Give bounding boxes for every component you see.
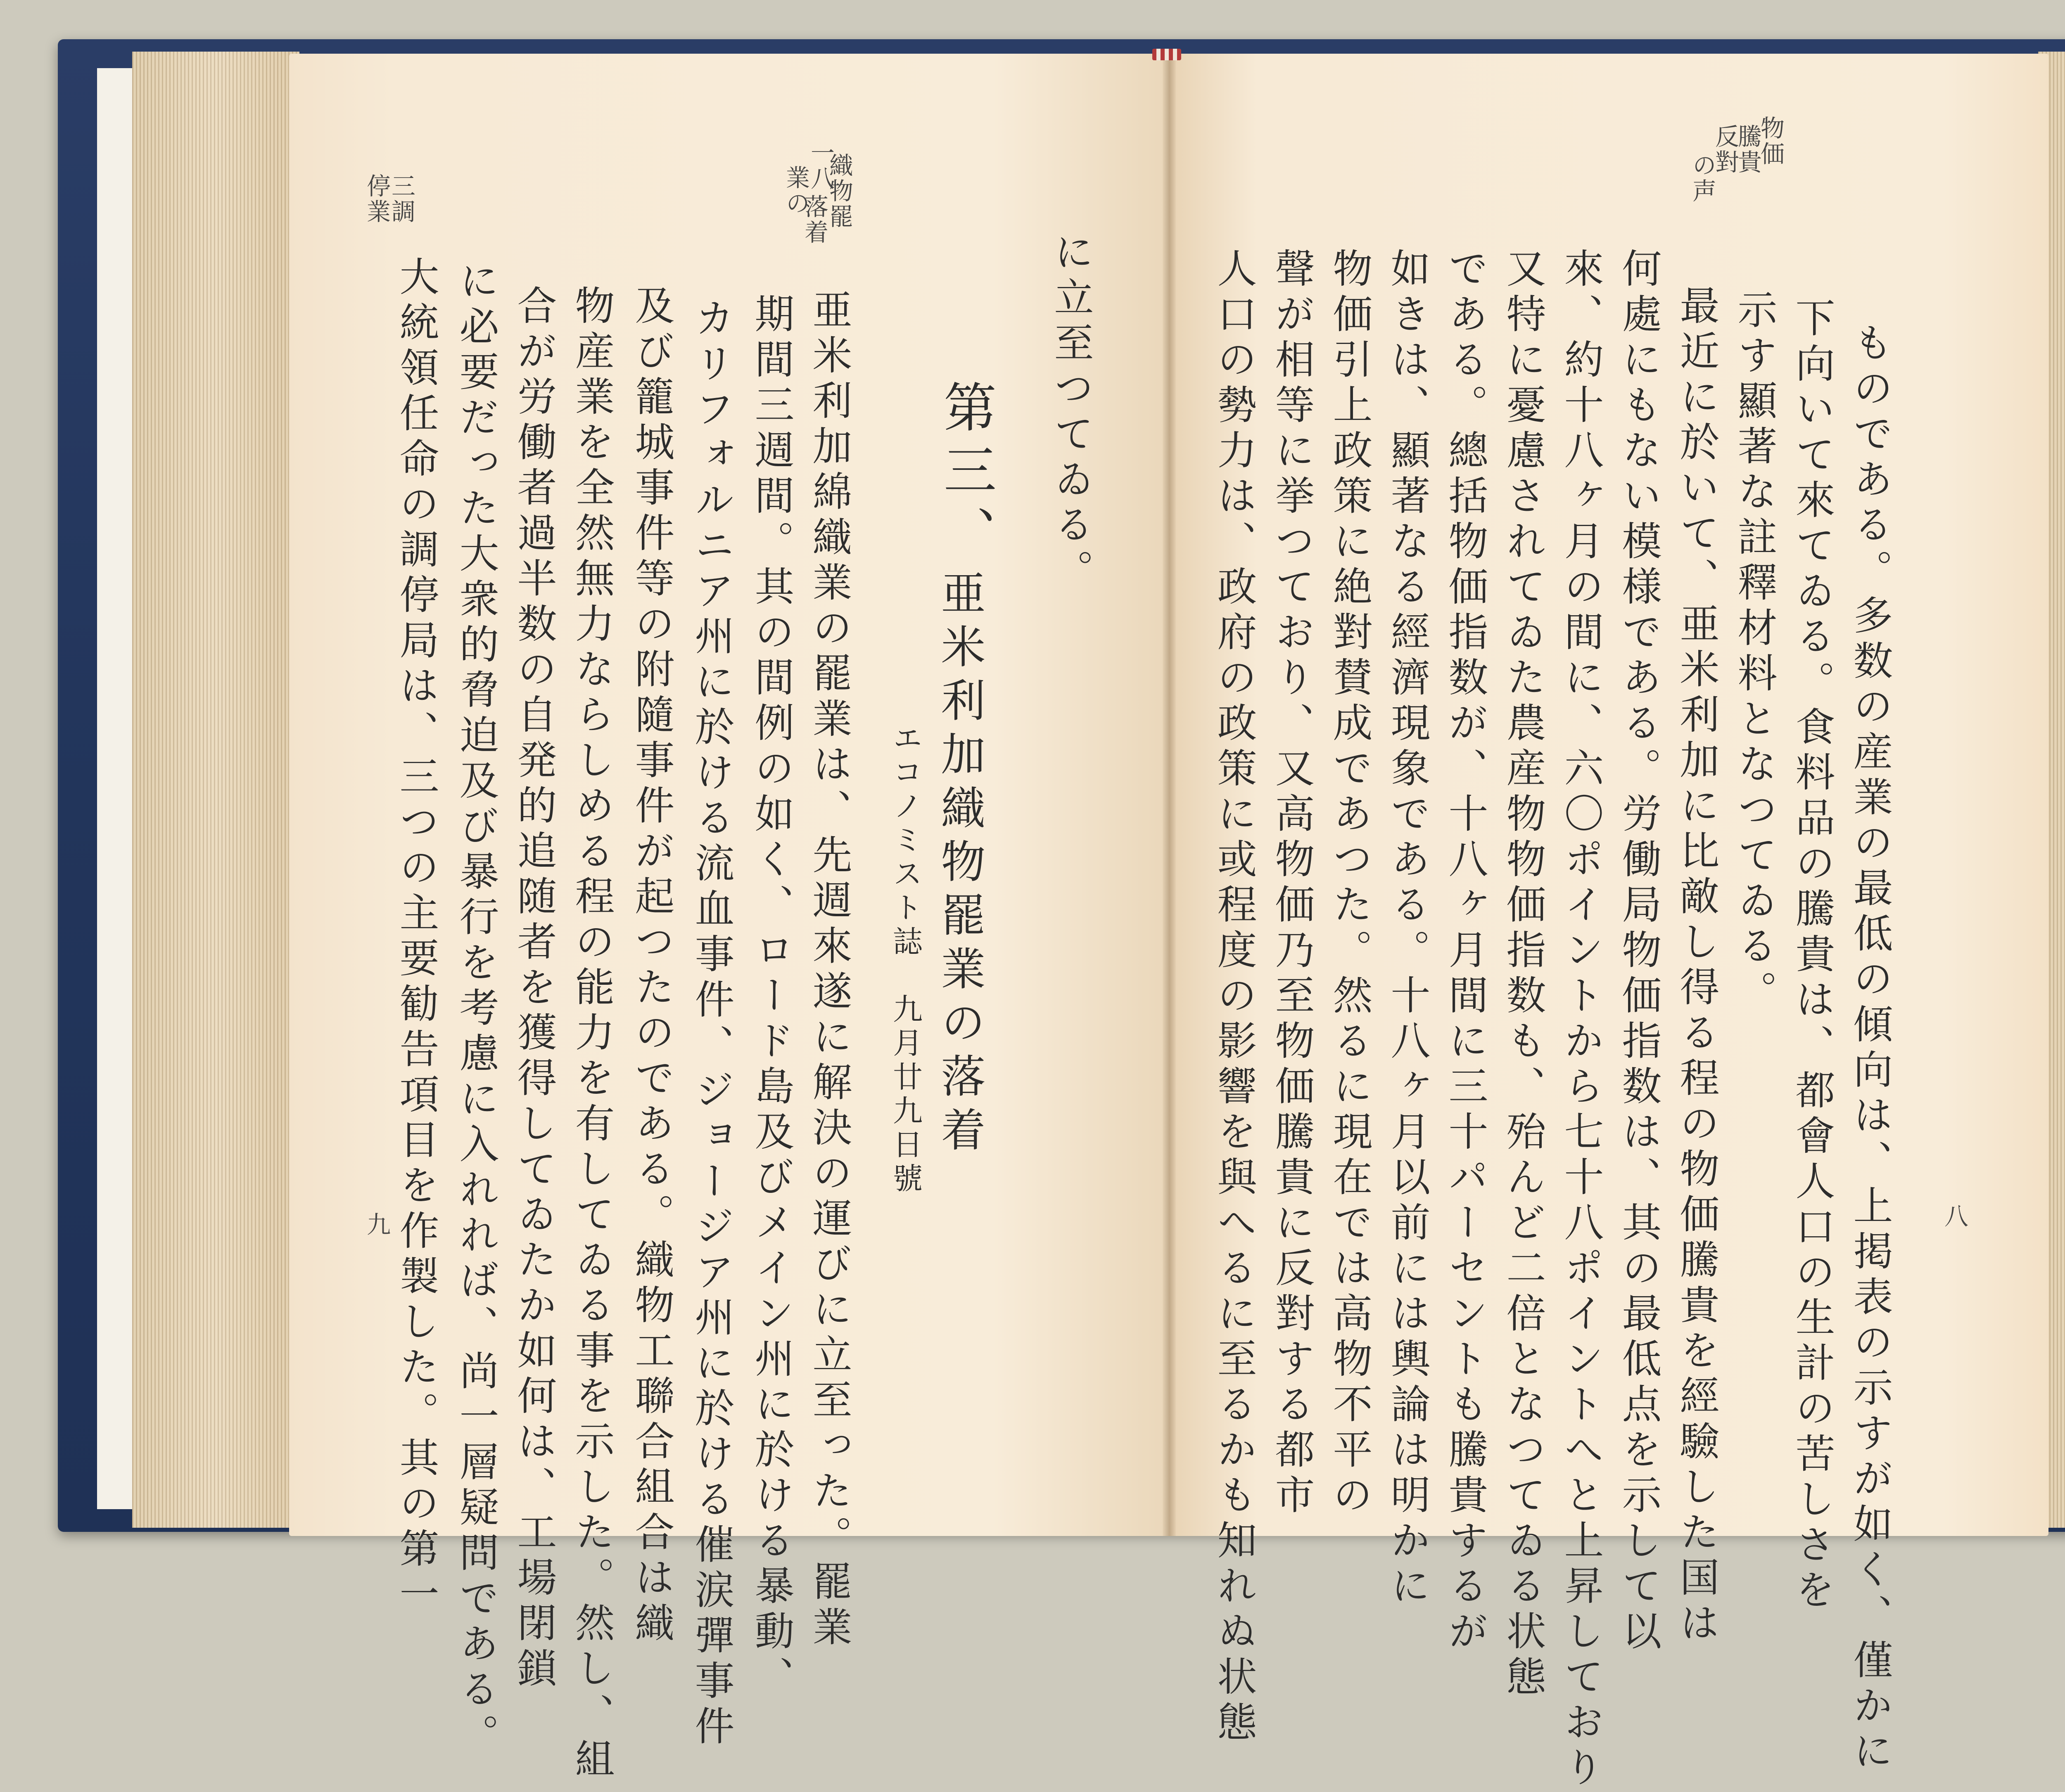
article-source: エコノミスト誌 九月廿九日號	[888, 723, 923, 1197]
left-header-line-4: 落着	[800, 194, 828, 245]
left-column-1: 亜米利加綿織業の罷業は、先週來遂に解決の運びに立至った。罷業	[806, 289, 852, 1652]
left-header-line-2: 織物罷	[825, 153, 853, 230]
left-column-4: 及び籠城事件等の附隨事件が起つたのである。織物工聯合組合は織	[629, 285, 675, 1647]
book-gutter	[1163, 54, 1176, 1536]
left-page-number: 九	[363, 1212, 391, 1236]
left-header-line-3: 業の	[782, 165, 810, 216]
section-title: 第三、	[935, 380, 996, 568]
left-column-5: 物産業を全然無力ならしめる程の能力を有してゐる事を示した。然し、組	[569, 285, 615, 1784]
right-column-4: 最近に於いて、亜米利加に比敵し得る程の物価騰貴を經驗した国は	[1673, 285, 1720, 1647]
left-column-8: 大統領任命の調停局は、三つの主要勧告項目を作製した。其の第一	[393, 256, 439, 1619]
right-column-2: 下向いて來てゐる。食料品の騰貴は、都會人口の生計の苦しさを	[1789, 297, 1835, 1614]
right-column-9: 如きは、顯著なる經濟現象である。十八ヶ月以前には輿論は明かに	[1384, 248, 1431, 1610]
left-side-header-2: 停業	[363, 173, 391, 225]
right-column-5: 何處にもない模様である。労働局物価指数は、其の最低点を示して以	[1616, 248, 1662, 1656]
left-column-6: 合が労働者過半数の自発的追随者を獲得してゐたか如何は、工場閉鎖	[511, 285, 557, 1693]
left-top-line: に立至つてゐる。	[1048, 231, 1094, 595]
right-column-11: 聲が相等に挙つており、又高物価乃至物価騰貴に反對する都市	[1269, 248, 1315, 1519]
left-column-2: 期間三週間。其の間例の如く、ロード島及びメイン州に於ける暴動、	[748, 293, 795, 1701]
left-column-3: カリフォルニア州に於ける流血事件、ジョージア州に於ける催涙彈事件	[688, 297, 735, 1751]
bookmark-ribbon	[1152, 49, 1181, 60]
article-title: 亜米利加織物罷業の落着	[933, 570, 985, 1160]
right-header-line-4: の声	[1688, 153, 1716, 204]
left-side-header-1: 三調	[387, 173, 415, 225]
right-header-line-1: 物価	[1756, 116, 1785, 167]
right-page-number: 八	[1940, 1204, 1968, 1228]
right-column-10: 物価引上政策に絶對賛成であつた。然るに現在では高物不平の	[1327, 248, 1373, 1519]
right-column-12: 人口の勢力は、政府の政策に或程度の影響を與へるに至るかも知れぬ状態	[1211, 248, 1257, 1747]
right-column-6: 來、約十八ヶ月の間に、六〇ポイントから七十八ポイントへと上昇しており	[1558, 248, 1604, 1792]
left-header-line-1: 一八	[807, 140, 835, 192]
right-header-line-2: 騰貴	[1734, 124, 1762, 175]
right-column-1: ものである。多数の産業の最低の傾向は、上掲表の示すが如く、僅かに	[1847, 322, 1893, 1775]
right-column-3: 示す顯著な註釋材料となつてゐる。	[1731, 289, 1778, 1016]
left-page-edges	[132, 52, 299, 1528]
right-header-line-3: 反對	[1711, 124, 1739, 175]
right-column-8: である。總括物価指数が、十八ヶ月間に三十パーセントも騰貴するが	[1442, 248, 1488, 1656]
left-column-7: に必要だった大衆的脅迫及び暴行を考慮に入れれば、尚一層疑問である。	[453, 260, 499, 1759]
right-column-7: 又特に憂慮されてゐた農産物物価指数も、殆んど二倍となつてゐる状態	[1500, 248, 1546, 1701]
